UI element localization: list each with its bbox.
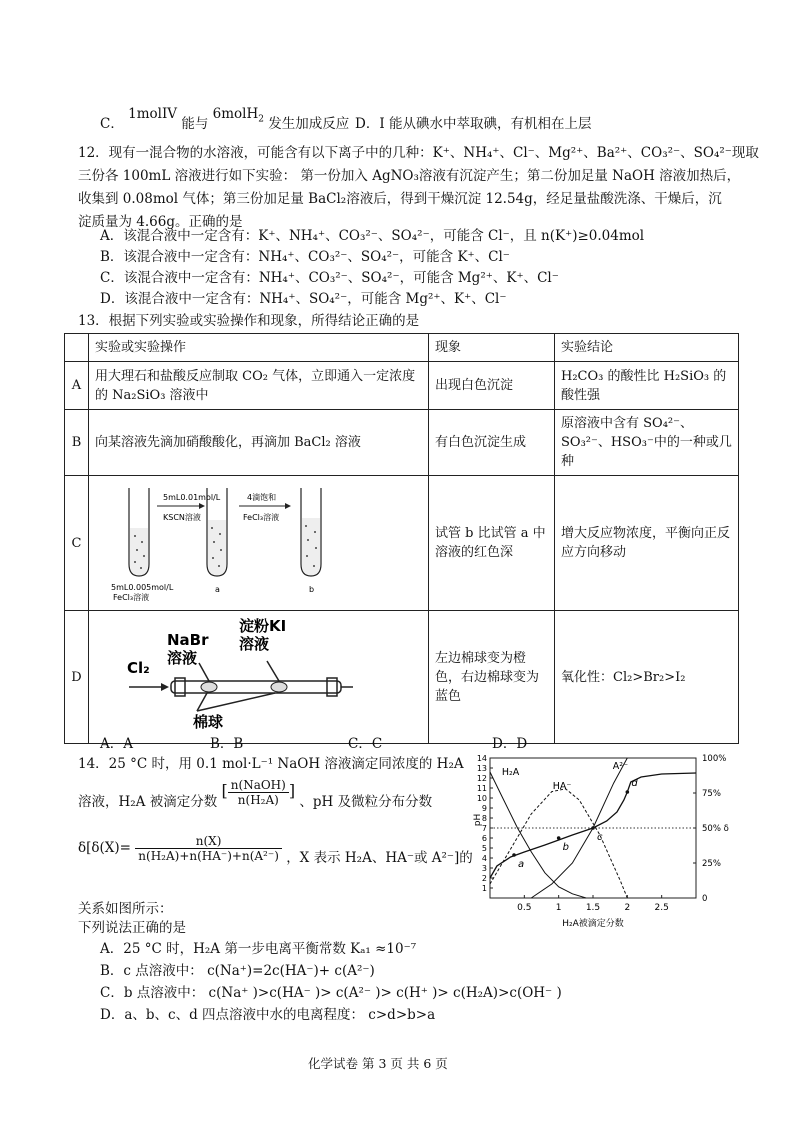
- x-tick-label: 2.5: [654, 903, 669, 913]
- q13-row-b-concl: 原溶液中含有 SO₄²⁻、SO₃²⁻、HSO₃⁻中的一种或几种: [555, 410, 739, 476]
- series-fraction-2-line: [490, 789, 627, 898]
- q13-row-c-concl: 增大反应物浓度，平衡向正反应方向移动: [555, 476, 739, 611]
- q11-optc-formula2: 6molH: [212, 106, 259, 122]
- q11-optc-end: 发生加成反应: [268, 116, 350, 132]
- q13-row-c: [65, 476, 739, 611]
- q13-row-b-label: B: [65, 410, 89, 476]
- y-left-tick-label: 11: [476, 784, 487, 793]
- q13-header-row: [65, 334, 739, 362]
- y-axis-label: pH: [473, 813, 483, 827]
- y-left-tick-label: 1: [481, 884, 487, 893]
- q11-optc-label: C．: [100, 116, 124, 132]
- nabr-label-1: NaBr: [167, 631, 209, 649]
- y-left-tick-label: 8: [481, 814, 487, 823]
- q14-stem-1: 14．25 °C 时，用 0.1 mol·L⁻¹ NaOH 溶液滴定同浓度的 H₂A: [78, 756, 464, 772]
- q14-option-b: B．c 点溶液中： c(Na⁺)=2c(HA⁻)+ c(A²⁻): [100, 963, 375, 979]
- x-tick-label: 1: [555, 903, 562, 913]
- q13-row-b: [65, 410, 739, 476]
- q13-header-phen: 现象: [429, 334, 555, 362]
- arrow-2-label-top: 4滴饱和: [247, 493, 277, 502]
- q13-stem: 13．根据下列实验或实验操作和现象，所得结论正确的是: [78, 313, 420, 329]
- q13-row-a-phen: 出现白色沉淀: [429, 362, 555, 410]
- tube-b-label: b: [309, 585, 315, 594]
- q11-optc-formula1: 1molIV: [128, 106, 178, 122]
- y-left-tick-label: 13: [476, 764, 487, 773]
- y-right-tick-label: 100%: [702, 754, 727, 764]
- q13-answer-d: D．D: [492, 736, 528, 752]
- y-left-tick-label: 2: [481, 874, 487, 883]
- q14-stem-3: [78, 834, 473, 866]
- q13-row-d-phen: 左边棉球变为橙色，右边棉球变为蓝色: [429, 611, 555, 744]
- q14-stem-2: 溶液，H₂A 被滴定分数 [ $\frac{\text{n(NaOH)}}{\text{n(H₂A)}}$ ] 、pH 及微粒分布分数: [78, 778, 433, 810]
- q14-frac2-num: n(X): [135, 834, 282, 849]
- arrow-2-label-bottom: FeCl₃溶液: [243, 513, 280, 522]
- x-tick-label: 2: [624, 903, 631, 913]
- q13-row-d-label: D: [65, 611, 89, 744]
- point-label-c: c: [597, 832, 603, 843]
- titration-chart: [470, 748, 730, 938]
- point-b: [557, 836, 561, 840]
- y-left-tick-label: 10: [476, 794, 487, 803]
- nabr-label-2: 溶液: [167, 649, 198, 667]
- q13-answer-a: A．A: [100, 736, 133, 752]
- y-right-tick-label: 75%: [702, 789, 721, 799]
- q13-row-c-figure-cell: [89, 476, 429, 611]
- q13-row-d-concl: 氧化性：Cl₂>Br₂>I₂: [555, 611, 739, 744]
- q12-option-c: C．该混合液中一定含有：NH₄⁺、CO₃²⁻、SO₄²⁻，可能含 Mg²⁺、K⁺、Cl⁻: [100, 270, 559, 286]
- cl2-arrow-head: [161, 683, 169, 691]
- glass-tube: [171, 681, 341, 693]
- tube-1-label-1: 5mL0.005mol/L: [111, 583, 174, 592]
- q13-table: [64, 333, 739, 744]
- arrow-1-head: [199, 503, 205, 509]
- q14-stem-3b: ，X 表示 H₂A、HA⁻或 A²⁻]的: [286, 850, 473, 866]
- test-tube-3: [301, 488, 321, 576]
- q14-option-a: A．25 °C 时，H₂A 第一步电离平衡常数 Kₐ₁ ≈10⁻⁷: [100, 941, 417, 957]
- test-tube-figure: [89, 476, 427, 604]
- q13-row-d-figure-cell: [89, 611, 429, 744]
- point-label-b: b: [562, 842, 570, 853]
- q14-option-d: D．a、b、c、d 四点溶液中水的电离程度： c>d>b>a: [100, 1007, 436, 1023]
- y-left-tick-label: 7: [481, 824, 487, 833]
- y-right-tick-label: 50% δ: [702, 824, 729, 834]
- point-c: [591, 826, 595, 830]
- q14-stem-3a: δ[δ(X)=: [78, 840, 131, 856]
- q13-row-c-label: C: [65, 476, 89, 611]
- y-left-tick-label: 5: [481, 844, 487, 853]
- left-cotton-ball: [201, 682, 217, 692]
- q14-stem-4: 关系如图所示：: [78, 901, 173, 917]
- q12-option-d: D．该混合液中一定含有：NH₄⁺、SO₄²⁻，可能含 Mg²⁺、K⁺、Cl⁻: [100, 291, 507, 307]
- ki-pointer: [267, 661, 279, 681]
- q12-stem-2: 三份各 100mL 溶液进行如下实验： 第一份加入 AgNO₃溶液有沉淀产生；第二份加足量 NaOH 溶液加热后，: [78, 168, 741, 184]
- page-footer: 化学试卷 第 3 页 共 6 页: [308, 1056, 448, 1071]
- cotton-pointer-right: [197, 693, 275, 711]
- series-label: A²⁻: [612, 761, 629, 772]
- ki-label-2: 溶液: [239, 635, 270, 653]
- q11-optc-mid: 能与: [181, 116, 209, 132]
- q14-fraction-2: [135, 834, 282, 863]
- right-cotton-ball: [271, 682, 287, 692]
- tube-a-label: a: [215, 585, 220, 594]
- q13-header-concl: 实验结论: [555, 334, 739, 362]
- q14-stem-2a: 溶液，H₂A 被滴定分数: [78, 794, 218, 810]
- nabr-pointer: [199, 663, 209, 681]
- q11-option-d: D．I 能从碘水中萃取碘，有机相在上层: [355, 116, 592, 132]
- y-left-tick-label: 3: [481, 864, 487, 873]
- y-left-tick-label: 6: [481, 834, 487, 843]
- q12-stem-4: 淀质量为 4.66g。正确的是: [78, 214, 243, 230]
- q13-row-c-phen: 试管 b 比试管 a 中溶液的红色深: [429, 476, 555, 611]
- q14-frac2-den: n(H₂A)+n(HA⁻)+n(A²⁻): [138, 849, 279, 863]
- y-right-tick-label: 25%: [702, 859, 721, 869]
- q13-row-b-op: 向某溶液先滴加硝酸酸化，再滴加 BaCl₂ 溶液: [89, 410, 429, 476]
- q13-row-b-phen: 有白色沉淀生成: [429, 410, 555, 476]
- q13-row-a-label: A: [65, 362, 89, 410]
- q13-header-blank: [65, 334, 89, 362]
- y-left-tick-label: 4: [481, 854, 487, 863]
- q14-stem-2b: 、pH 及微粒分布分数: [299, 794, 433, 810]
- q14-stem-5: 下列说法正确的是: [78, 920, 186, 936]
- q13-row-a: [65, 362, 739, 410]
- point-d: [626, 790, 630, 794]
- q11-optc-formula2-sub: 2: [258, 114, 264, 125]
- series-label: H₂A: [501, 767, 520, 778]
- arrow-2-head: [285, 503, 291, 509]
- q13-answer-c: C．C: [348, 736, 383, 752]
- y-right-tick-label: 0: [702, 894, 708, 904]
- q12-option-a: A．该混合液中一定含有：K⁺、NH₄⁺、CO₃²⁻、SO₄²⁻，可能含 Cl⁻，且 n(K⁺)≥0.04mol: [100, 228, 645, 244]
- q12-option-b: B．该混合液中一定含有：NH₄⁺、CO₃²⁻、SO₄²⁻，可能含 K⁺、Cl⁻: [100, 249, 510, 265]
- point-a: [512, 853, 516, 857]
- y-left-tick-label: 12: [476, 774, 487, 783]
- cotton-label: 棉球: [193, 713, 224, 731]
- x-tick-label: 0.5: [517, 903, 532, 913]
- point-label-a: a: [518, 859, 525, 870]
- arrow-1-label-top: 5mL0.01mol/L: [163, 493, 221, 502]
- q13-row-a-op: 用大理石和盐酸反应制取 CO₂ 气体，立即通入一定浓度的 Na₂SiO₃ 溶液中: [89, 362, 429, 410]
- q12-stem-3: 收集到 0.08mol 气体；第三份加足量 BaCl₂溶液后，得到干燥沉淀 12.54g，经足量盐酸洗涤、干燥后，沉: [78, 191, 722, 207]
- q14-frac1-num: n(NaOH): [228, 778, 289, 793]
- q14-option-c: C．b 点溶液中： c(Na⁺ )>c(HA⁻ )> c(A²⁻ )> c(H⁺ )> c(H₂A)>c(OH⁻ ): [100, 985, 562, 1001]
- x-tick-label: 1.5: [585, 903, 601, 913]
- q11-option-c: [100, 106, 350, 135]
- q14-frac1-den: n(H₂A): [237, 793, 279, 807]
- q12-stem-1: 12．现有一混合物的水溶液，可能含有以下离子中的几种：K⁺、NH₄⁺、Cl⁻、Mg²⁺、Ba²⁺、CO₃²⁻、SO₄²⁻现取: [78, 145, 759, 161]
- q13-row-a-concl: H₂CO₃ 的酸性比 H₂SiO₃ 的酸性强: [555, 362, 739, 410]
- q13-row-d: [65, 611, 739, 744]
- x-axis-label: H₂A被滴定分数: [562, 919, 624, 929]
- point-label-d: d: [631, 778, 638, 789]
- q14-fraction-1: [228, 778, 289, 807]
- arrow-1-label-bottom: KSCN溶液: [163, 513, 201, 522]
- test-tube-1: [129, 488, 149, 576]
- ki-label-1: 淀粉KI: [239, 617, 287, 635]
- cl2-label: Cl₂: [127, 659, 150, 677]
- series-label: HA⁻: [552, 781, 572, 792]
- q13-answer-b: B．B: [210, 736, 244, 752]
- tube-1-label-2: FeCl₃溶液: [113, 593, 150, 602]
- y-left-tick-label: 14: [476, 754, 487, 763]
- q13-header-op: 实验或实验操作: [89, 334, 429, 362]
- y-left-tick-label: 9: [481, 804, 487, 813]
- cl2-tube-figure: [89, 611, 427, 737]
